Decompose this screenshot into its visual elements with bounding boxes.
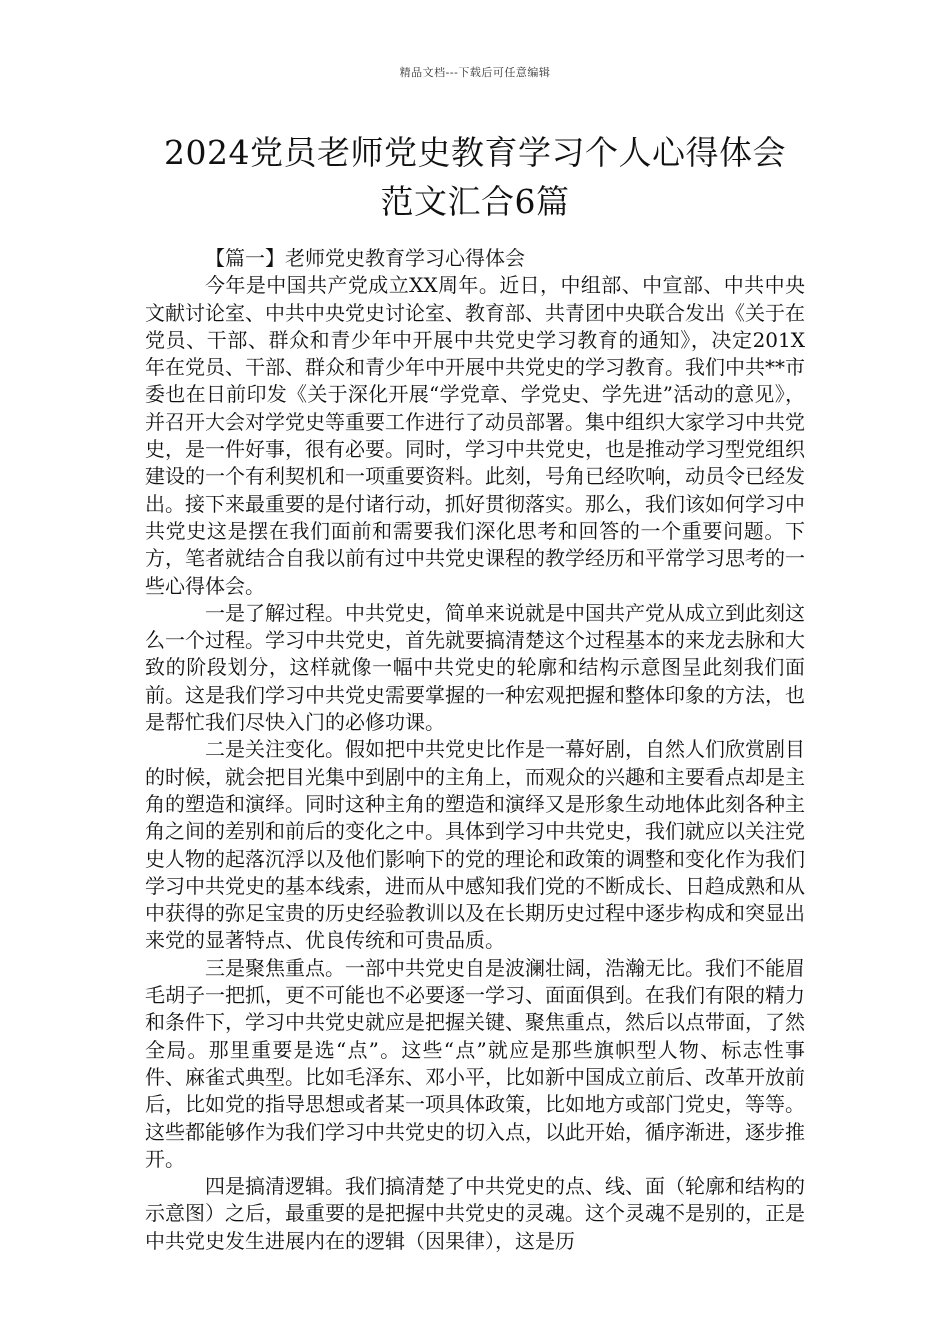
section-heading: 【篇一】老师党史教育学习心得体会 — [205, 246, 525, 270]
document-title — [80, 128, 870, 226]
page-header-note: 精品文档---下载后可任意编辑 — [399, 66, 551, 79]
paragraph-point-1: 一是了解过程。中共党史，简单来说就是中国共产党从成立到此刻这么一个过程。学习中共党史，首先就要搞清楚这个过程基本的来龙去脉和大致的阶段划分，这样就像一幅中共党史的轮廓和结构示意图呈此刻我们面前。这是我们学习中共党史需要掌握的一种宏观把握和整体印象的方法，也是帮忙我们尽快入门的必修功课。 — [145, 600, 805, 735]
document-body — [145, 245, 805, 1255]
title-line-1: 2024党员老师党史教育学习个人心得体会 — [164, 133, 786, 172]
title-line-2: 范文汇合6篇 — [380, 182, 570, 221]
paragraph-point-3: 三是聚焦重点。一部中共党史自是波澜壮阔，浩瀚无比。我们不能眉毛胡子一把抓，更不可能也不必要逐一学习、面面俱到。在我们有限的精力和条件下，学习中共党史就应是把握关键、聚焦重点，然后以点带面，了然全局。那里重要是选“点”。这些“点”就应是那些旗帜型人物、标志性事件、麻雀式典型。比如毛泽东、邓小平，比如新中国成立前后、改革开放前后，比如党的指导思想或者某一项具体政策，比如地方或部门党史，等等。这些都能够作为我们学习中共党史的切入点，以此开始，循序渐进，逐步推开。 — [145, 955, 805, 1171]
paragraph-point-4: 四是搞清逻辑。我们搞清楚了中共党史的点、线、面（轮廓和结构的示意图）之后，最重要的是把握中共党史的灵魂。这个灵魂不是别的，正是中共党史发生进展内在的逻辑（因果律），这是历 — [145, 1174, 805, 1253]
paragraph-intro: 今年是中国共产党成立XX周年。近日，中组部、中宣部、中共中央文献讨论室、中共中央党史讨论室、教育部、共青团中央联合发出《关于在党员、干部、群众和青少年中开展中共党史学习教育的通知》，决定201X年在党员、干部、群众和青少年中开展中共党史的学习教育。我们中共**市委也在日前印发《关于深化开展“学党章、学党史、学先进”活动的意见》，并召开大会对学党史等重要工作进行了动员部署。集中组织大家学习中共党史，是一件好事，很有必要。同时，学习中共党史，也是推动学习型党组织建设的一个有利契机和一项重要资料。此刻，号角已经吹响，动员令已经发出。接下来最重要的是付诸行动，抓好贯彻落实。那么，我们该如何学习中共党史这是摆在我们面前和需要我们深化思考和回答的一个重要问题。下方，笔者就结合自我以前有过中共党史课程的教学经历和平常学习思考的一些心得体会。 — [145, 273, 805, 598]
paragraph-point-2: 二是关注变化。假如把中共党史比作是一幕好剧，自然人们欣赏剧目的时候，就会把目光集中到剧中的主角上，而观众的兴趣和主要看点却是主角的塑造和演绎。同时这种主角的塑造和演绎又是形象生动地体此刻各种主角之间的差别和前后的变化之中。具体到学习中共党史，我们就应以关注党史人物的起落沉浮以及他们影响下的党的理论和政策的调整和变化作为我们学习中共党史的基本线索，进而从中感知我们党的不断成长、日趋成熟和从中获得的弥足宝贵的历史经验教训以及在长期历史过程中逐步构成和突显出来党的显著特点、优良传统和可贵品质。 — [145, 737, 805, 953]
